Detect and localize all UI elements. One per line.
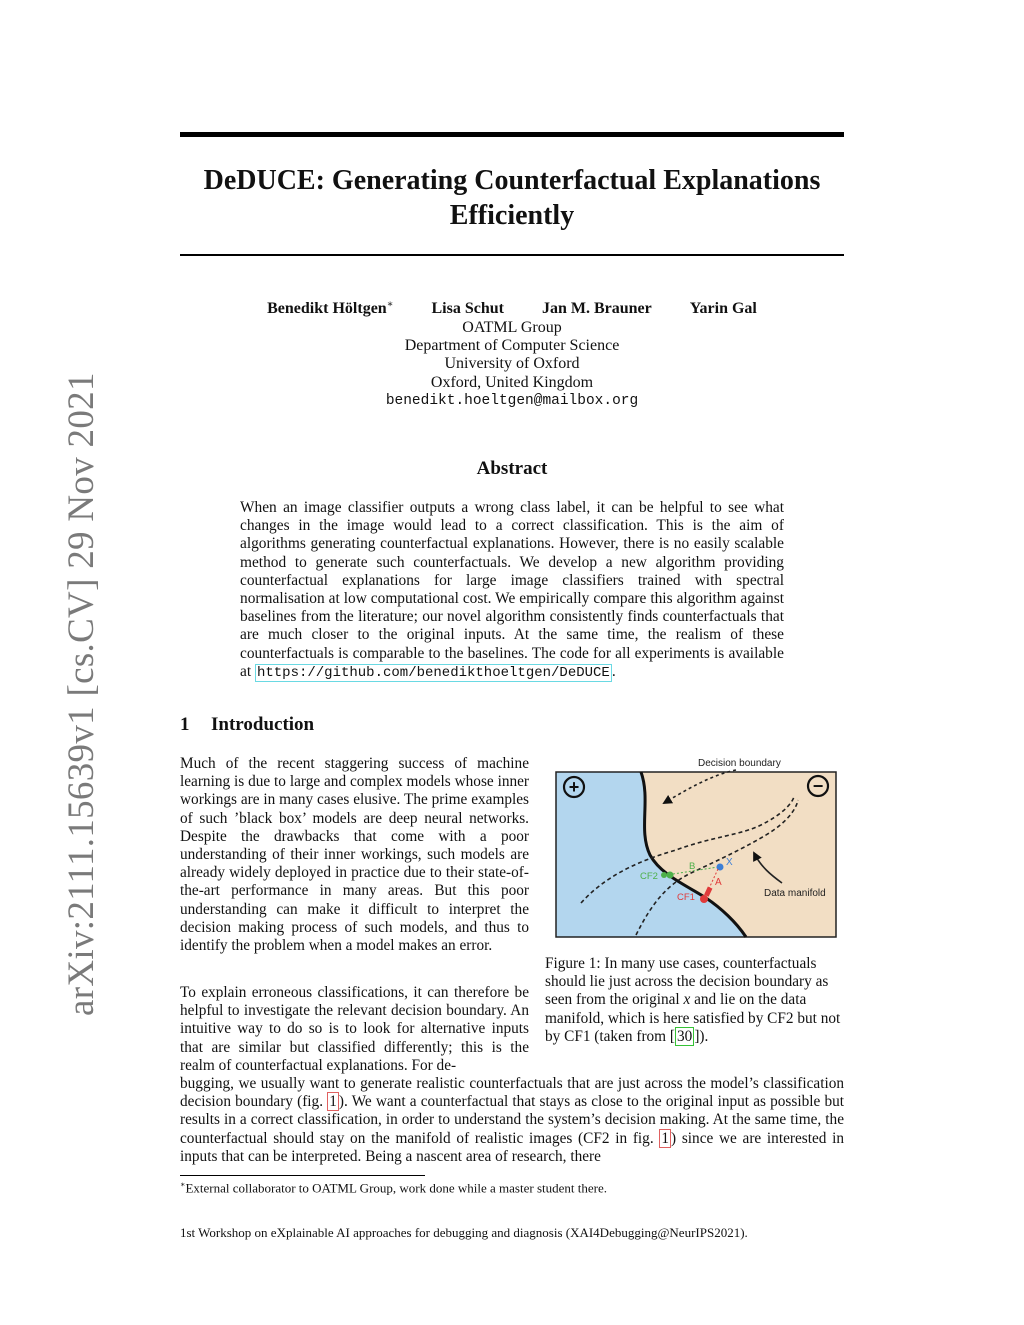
plus-label: + [568, 777, 580, 797]
intro-paragraph-3: bugging, we usually want to generate realistic counterfactuals that are just across the model’s classification decision boundary (fig. 1 ). We want a counterfactual that stays as close to the original input as possible but results in a correct classification, in order to understand the system’s decision making. At the same time, the counterfactual should stay on the manifold of realistic images (CF2 in fig. 1 ) since we are interested in inputs that can be interpreted. Being a nascent area of research, there [180, 1075, 844, 1165]
intro-paragraph-1: Much of the recent staggering success of machine learning is due to large and complex models whose inner workings are in many cases elusive. The prime examples of such ’black box’ models are deep neural networks. Despite the drawbacks that come with a poor understanding of their inner workings, such models are already widely deployed in practice due to their state-of-the-art performance in many areas. But this poor understanding can make it difficult to interpret the decision making process of such models, and thus to identify the problem when a model makes an error. [180, 755, 529, 955]
figure-1-caption: Figure 1: In many use cases, counterfactuals should lie just across the decision boundary as seen from the original x and lie on the data manifold, which is here satisfied by CF2 but not by CF1 (taken from [ 30 ]). [545, 955, 841, 1045]
venue-note: 1st Workshop on eXplainable AI approaches for debugging and diagnosis (XAI4Debugging@NeurIPS2021). [180, 1225, 748, 1240]
cf1-label: CF1 [677, 892, 695, 903]
title-top-rule [180, 132, 844, 137]
author-3: Jan M. Brauner [541, 300, 652, 318]
figure-ref-2[interactable]: 1 [661, 1129, 670, 1147]
affiliation-department: Department of Computer Science [404, 337, 620, 355]
cf2-point-2 [661, 872, 667, 878]
paper-title [180, 163, 844, 233]
abstract-heading: Abstract [476, 458, 548, 479]
a-label: A [715, 877, 722, 888]
figure-1 [546, 755, 844, 945]
author-4: Yarin Gal [689, 300, 757, 318]
affiliation [180, 319, 844, 410]
code-link[interactable]: https://github.com/benedikthoeltgen/DeDUCE [256, 664, 610, 681]
author-email[interactable]: benedikt.hoeltgen@mailbox.org [385, 392, 639, 409]
section-title: Introduction [211, 714, 315, 735]
figure-1-diagram [546, 755, 844, 945]
affiliation-group: OATML Group [462, 319, 562, 336]
affiliation-location: Oxford, United Kingdom [430, 373, 594, 391]
figure-ref-1[interactable]: 1 [329, 1093, 337, 1111]
decision-boundary-label: Decision boundary [698, 758, 781, 769]
title-line-1: DeDUCE: Generating Counterfactual Explanations [203, 165, 821, 196]
author-1: Benedikt Höltgen∗ [267, 299, 394, 318]
abstract-body: When an image classifier outputs a wrong class label, it can be helpful to see what changes in the image would lead to a correct classification. This is the aim of algorithms generating counterfactual explanations. However, there is no easily scalable method to generate such counterfactuals. We develop a new algorithm providing counterfactual explanations for large image classifiers trained with spectral normalisation at low computational cost. We empirically compare this algorithm against baselines from the literature; our novel algorithm consistently finds counterfactuals that are much closer to the original inputs. At the same time, the realism of these counterfactuals is comparable to the baselines. The code for all experiments is available at https://github.com/benedikthoeltgen/DeDUCE . [240, 499, 784, 681]
footnote-rule [180, 1175, 425, 1176]
author-2: Lisa Schut [431, 300, 504, 318]
affiliation-university: University of Oxford [444, 355, 580, 373]
author-list [180, 299, 844, 318]
intro-paragraph-2: To explain erroneous classifications, it can therefore be helpful to investigate the relevant decision boundary. An intuitive way to do so is to look for alternative inputs that are similar but classified differently; this is the realm of counterfactual explanations. For de- [180, 984, 529, 1074]
minus-label: − [812, 776, 824, 796]
title-bottom-rule [180, 254, 844, 256]
title-line-2: Efficiently [449, 200, 575, 231]
citation-30[interactable]: 30 [677, 1027, 693, 1045]
footnote: ∗External collaborator to OATML Group, work done while a master student there. [180, 1180, 607, 1196]
cf2-point [667, 872, 674, 879]
cf1-point [700, 895, 708, 903]
data-manifold-label: Data manifold [764, 888, 826, 899]
section-number: 1 [180, 714, 190, 735]
cf2-label: CF2 [640, 871, 658, 882]
section-heading [180, 714, 314, 736]
x-label: X [726, 857, 733, 868]
b-label: B [689, 861, 696, 872]
arxiv-stamp: arXiv:2111.15639v1 [cs.CV] 29 Nov 2021 [61, 372, 102, 1016]
